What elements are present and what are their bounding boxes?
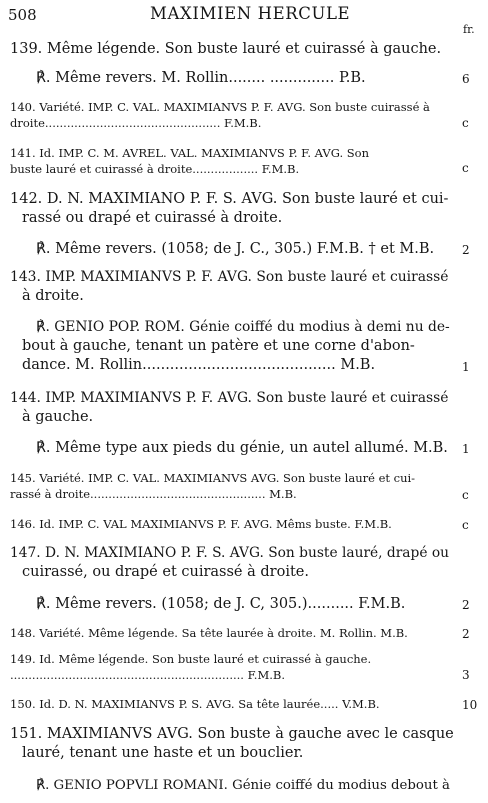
entry-line: à gauche. [22, 409, 94, 425]
catalog-entry-144-reverse [10, 439, 458, 458]
entry-line: rassé ou drapé et cuirassé à droite. [22, 210, 283, 226]
entry-line: 151. MAXIMIANVS AVG. Son buste à gauche avec le casque [10, 726, 454, 742]
catalog-entry-142-reverse [10, 240, 458, 259]
entry-line: droite................................................ F.M.B. [10, 116, 262, 130]
catalog-entry-146 [10, 516, 458, 532]
entry-line: 142. D. N. MAXIMIANO P. F. S. AVG. Son buste lauré et cui- [10, 191, 449, 207]
catalog-entry-147 [10, 544, 458, 582]
rarity-value: c [462, 116, 469, 130]
entry-line: 147. D. N. MAXIMIANO P. F. S. AVG. Son buste lauré, drapé ou [10, 545, 450, 561]
entry-line: 141. Id. IMP. C. M. AVREL. VAL. MAXIMIANVS P. F. AVG. Son [10, 146, 369, 160]
catalog-entry-149 [10, 651, 458, 683]
entry-line: lauré, tenant une haste et un bouclier. [22, 745, 304, 761]
catalog-entry-143 [10, 268, 458, 306]
entry-line: 145. Variété. IMP. C. VAL. MAXIMIANVS AVG. Son buste lauré et cui- [10, 471, 416, 485]
entry-line: ................................................................ F.M.B. [10, 668, 285, 682]
rarity-value: 1 [462, 360, 470, 374]
entry-line: ℟. GENIO POP. ROM. Génie coiffé du modius à demi nu de- [36, 319, 450, 335]
rarity-value: 3 [462, 668, 470, 682]
entry-line: à droite. [22, 288, 84, 304]
entry-line: ℟. Même type aux pieds du génie, un autel allumé. M.B. [36, 440, 448, 456]
rarity-value: c [462, 488, 469, 502]
catalog-entry-151-reverse [10, 776, 458, 795]
catalog-entry-141 [10, 145, 458, 177]
entry-line: bout à gauche, tenant un patère et une corne d'abon- [22, 338, 415, 354]
catalog-entry-144 [10, 389, 458, 427]
catalog-entry-148 [10, 625, 458, 641]
catalog-entry-150 [10, 696, 458, 712]
entry-line: dance. M. Rollin.......................................... M.B. [22, 357, 376, 373]
page-number: 508 [8, 6, 37, 24]
rarity-value: 1 [462, 442, 470, 456]
catalog-entry-145 [10, 470, 458, 502]
entry-line: 139. Même légende. Son buste lauré et cuirassé à gauche. [10, 41, 442, 57]
rarity-column-label: fr. [463, 23, 475, 36]
entry-line: cuirassé, ou drapé et cuirassé à droite. [22, 564, 309, 580]
entry-line: 143. IMP. MAXIMIANVS P. F. AVG. Son buste lauré et cuirassé [10, 269, 449, 285]
entry-line: 146. Id. IMP. C. VAL MAXIMIANVS P. F. AVG. Mêms buste. F.M.B. [10, 517, 392, 531]
entry-line: 150. Id. D. N. MAXIMIANVS P. S. AVG. Sa tête laurée..... V.M.B. [10, 697, 380, 711]
catalog-entry-139 [10, 40, 458, 59]
rarity-value: c [462, 518, 469, 532]
entry-line: 149. Id. Même légende. Son buste lauré et cuirassé à gauche. [10, 652, 372, 666]
entry-line: 144. IMP. MAXIMIANVS P. F. AVG. Son buste lauré et cuirassé [10, 390, 449, 406]
entry-line: ℟. GENIO POPVLI ROMANI. Génie coiffé du modius debout à [36, 778, 450, 793]
rarity-value: 2 [462, 627, 470, 641]
entry-line: 148. Variété. Même légende. Sa tête laurée à droite. M. Rollin. M.B. [10, 626, 408, 640]
entry-line: ℟. Même revers. (1058; de J. C, 305.).......... F.M.B. [36, 596, 406, 612]
rarity-value: 10 [462, 698, 478, 712]
catalog-entry-140 [10, 99, 458, 131]
catalog-entry-142 [10, 190, 458, 228]
entry-line: rassé à droite................................................ M.B. [10, 487, 297, 501]
entry-line: buste lauré et cuirassé à droite.................. F.M.B. [10, 162, 300, 176]
catalog-entry-143-reverse [10, 318, 458, 375]
catalog-entry-151 [10, 725, 458, 763]
catalog-entry-147-reverse [10, 595, 458, 614]
catalog-entry-139-reverse [10, 69, 458, 88]
entry-line: 140. Variété. IMP. C. VAL. MAXIMIANVS P. F. AVG. Son buste cuirassé à [10, 100, 430, 114]
rarity-value: 2 [462, 598, 470, 612]
entry-line: ℟. Même revers. (1058; de J. C., 305.) F.M.B. † et M.B. [36, 241, 435, 257]
rarity-value: 6 [462, 72, 470, 86]
rarity-value: c [462, 161, 469, 175]
rarity-value: 2 [462, 243, 470, 257]
running-title: MAXIMIEN HERCULE [150, 4, 351, 23]
entry-line: ℟. Même revers. M. Rollin........ .............. P.B. [36, 70, 366, 86]
page-header [0, 4, 488, 26]
